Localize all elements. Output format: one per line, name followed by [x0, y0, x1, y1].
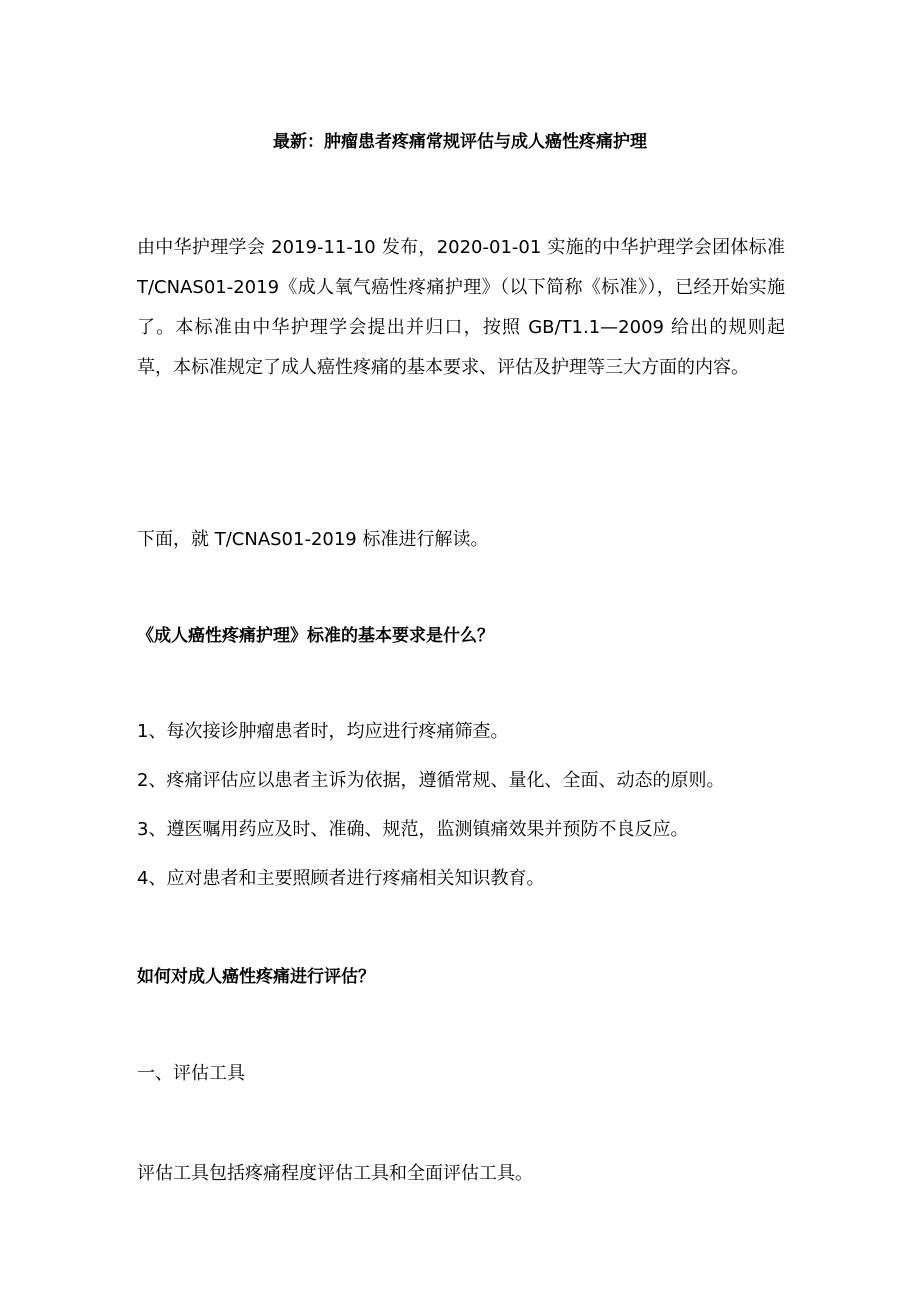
section-heading-assessment: 如何对成人癌性疼痛进行评估？ [137, 967, 375, 987]
requirement-item-3: 3、遵医嘱用药应及时、准确、规范，监测镇痛效果并预防不良反应。 [137, 819, 689, 840]
requirement-item-4: 4、应对患者和主要照顾者进行疼痛相关知识教育。 [137, 868, 545, 889]
intro-paragraph: 由中华护理学会 2019-11-10 发布，2020-01-01 实施的中华护理学会团体标准 T/CNAS01-2019《成人氧气癌性疼痛护理》（以下简称《标准》），已经开始实施了。本标准由中华护理学会提出并归口，按照 GB/T1.1—2009 给出的规则起草，本标准规定了成人癌性疼痛的基本要求、评估及护理等三大方面的内容。 [137, 237, 785, 378]
subsection-heading-tools: 一、评估工具 [137, 1063, 245, 1084]
requirement-item-2: 2、疼痛评估应以患者主诉为依据，遵循常规、量化、全面、动态的原则。 [137, 770, 725, 791]
document-title: 最新：肿瘤患者疼痛常规评估与成人癌性疼痛护理 [273, 132, 647, 152]
interpretation-paragraph: 下面，就 T/CNAS01-2019 标准进行解读。 [137, 529, 489, 550]
requirement-item-1: 1、每次接诊肿瘤患者时，均应进行疼痛筛查。 [137, 721, 509, 742]
tools-paragraph: 评估工具包括疼痛程度评估工具和全面评估工具。 [137, 1163, 533, 1184]
section-heading-requirements: 《成人癌性疼痛护理》标准的基本要求是什么？ [137, 626, 494, 646]
